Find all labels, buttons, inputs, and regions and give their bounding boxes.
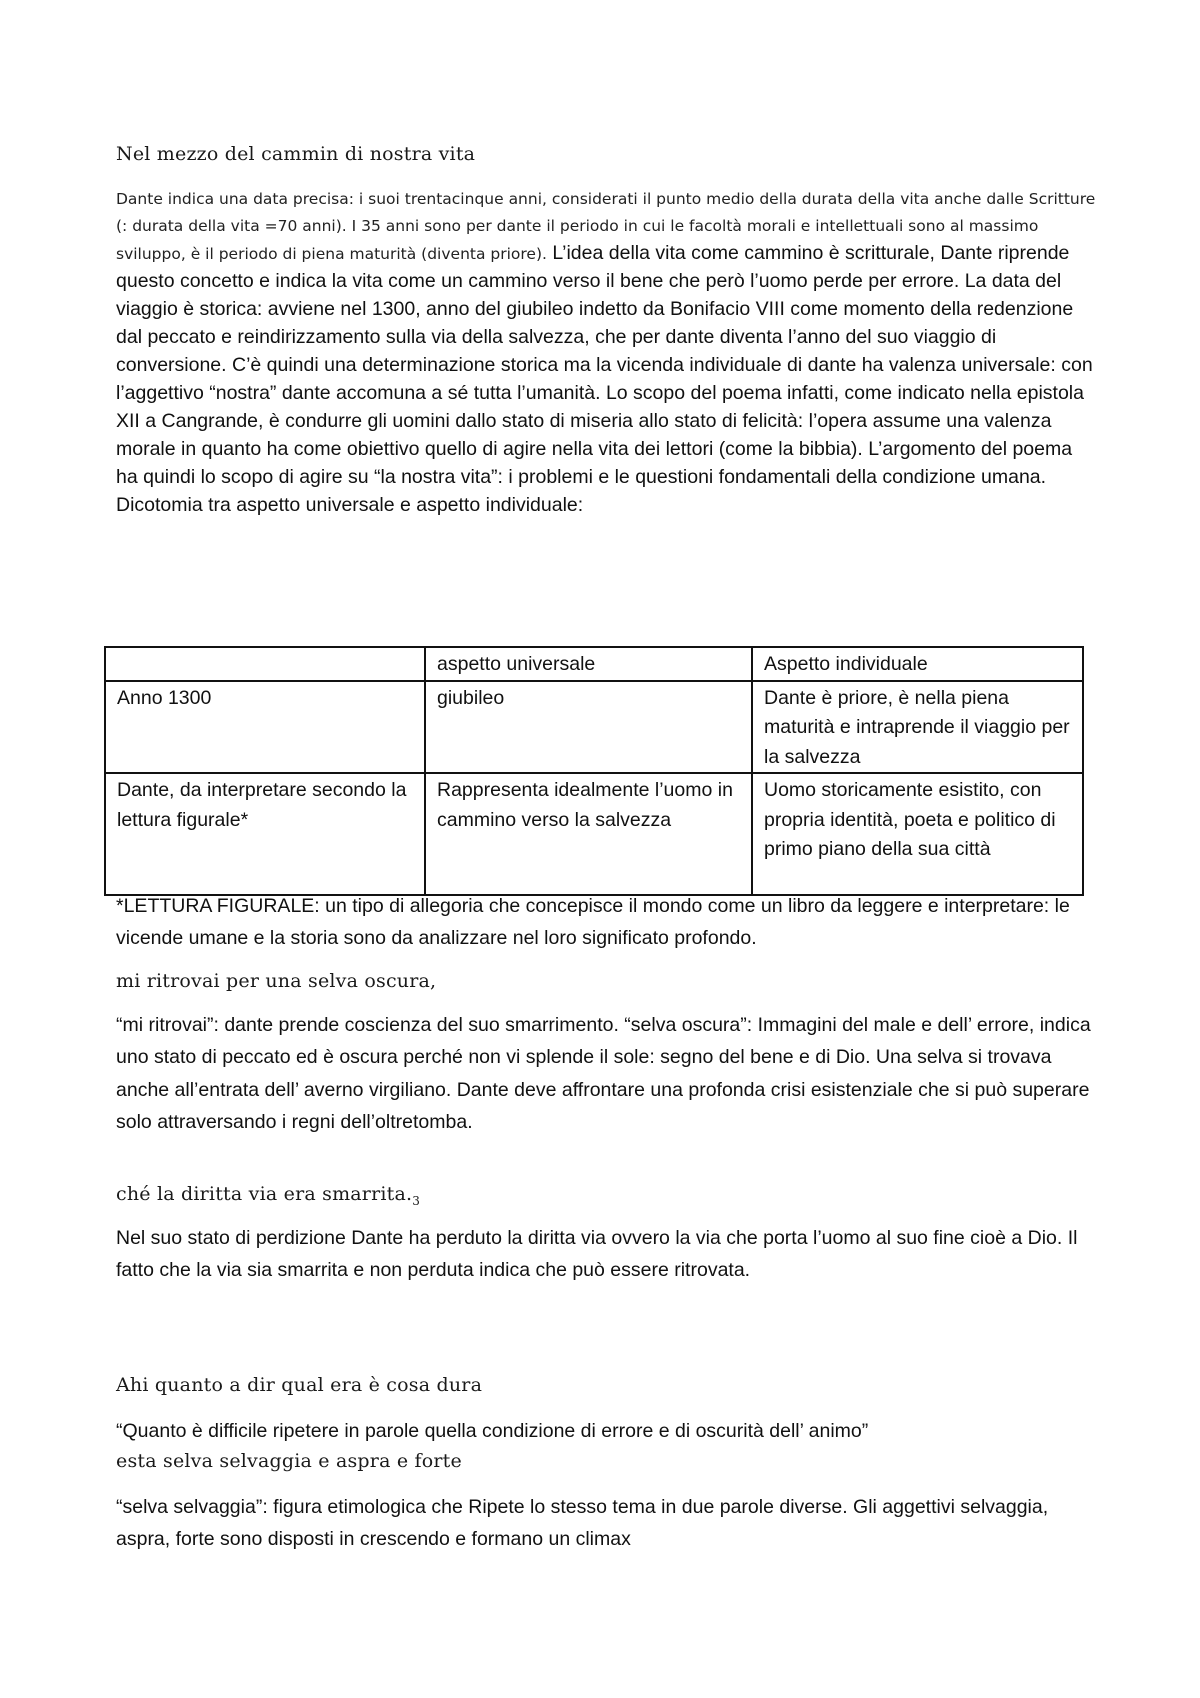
verse-number: 3 xyxy=(412,1193,421,1208)
table-row xyxy=(105,773,1083,895)
table-cell: giubileo xyxy=(425,681,752,774)
table-header-cell: Aspetto individuale xyxy=(752,647,1083,681)
table-cell: Dante, da interpretare secondo la lettura figurale* xyxy=(105,773,425,895)
verse-1: Nel mezzo del cammin di nostra vita xyxy=(116,143,476,165)
paragraph-2: “mi ritrovai”: dante prende coscienza del suo smarrimento. “selva oscura”: Immagini del male e dell’ errore, indica uno stato di peccato ed è oscura perché non vi splende il sole: segno del bene e di Dio. Una selva si trovava anche all’entrata dell’ averno virgiliano. Dante deve affrontare una profonda crisi esistenziale che si può superare solo attraversando i regni dell’oltretomba. xyxy=(116,1014,1091,1133)
verse-5: esta selva selvaggia e aspra e forte xyxy=(116,1450,462,1472)
verse-2: mi ritrovai per una selva oscura, xyxy=(116,970,437,992)
table-cell: Uomo storicamente esistito, con propria identità, poeta e politico di primo piano della sua città xyxy=(752,773,1083,895)
verse-3-text: ché la diritta via era smarrita. xyxy=(116,1183,413,1205)
table-row xyxy=(105,681,1083,774)
table-header-cell: aspetto universale xyxy=(425,647,752,681)
verse-4: Ahi quanto a dir qual era è cosa dura xyxy=(116,1374,483,1396)
paragraph-1-text: L’idea della vita come cammino è scritturale, Dante riprende questo concetto e indica la vita come un cammino verso il bene che però l’uomo perde per errore. La data del viaggio è storica: avviene nel 1300, anno del giubileo indetto da Bonifacio VIII come momento della redenzione dal peccato e reindirizzamento sulla via della salvezza, che per dante diventa l’anno del suo viaggio di conversione. C’è quindi una determinazione storica ma la vicenda individuale di dante ha valenza universale: con l’aggettivo “nostra” dante accomuna a sé tutta l’umanità. Lo scopo del poema infatti, come indicato nella epistola XII a Cangrande, è condurre gli uomini dallo stato di miseria allo stato di felicità: l’opera assume una valenza morale in quanto ha come obiettivo quello di agire nella vita dei lettori (come la bibbia). L’argomento del poema ha quindi lo scopo di agire su “la nostra vita”: i problemi e le questioni fondamentali della condizione umana. Dicotomia tra aspetto universale e aspetto individuale: xyxy=(116,242,1093,516)
aspects-table xyxy=(104,646,1084,896)
paragraph-1-small-text: Dante indica una data precisa: i suoi trentacinque anni, considerati il punto medio della durata della vita anche dalle Scritture (: durata della vita =70 anni). I 35 anni sono per dante il periodo in cui le facoltà morali e intellettuali sono al massimo sviluppo, è il periodo di piena maturità (diventa priore). xyxy=(116,190,1096,263)
table-cell xyxy=(105,647,425,681)
table-cell: Rappresenta idealmente l’uomo in cammino verso la salvezza xyxy=(425,773,752,895)
paragraph-5: “selva selvaggia”: figura etimologica che Ripete lo stesso tema in due parole diverse. Gli aggettivi selvaggia, aspra, forte sono disposti in crescendo e formano un climax xyxy=(116,1496,1049,1551)
verse-3 xyxy=(116,1183,420,1208)
footnote-paragraph: *LETTURA FIGURALE: un tipo di allegoria che concepisce il mondo come un libro da leggere e interpretare: le vicende umane e la storia sono da analizzare nel loro significato profondo. xyxy=(116,895,1070,950)
table-cell: Anno 1300 xyxy=(105,681,425,774)
paragraph-4: “Quanto è difficile ripetere in parole quella condizione di errore e di oscurità dell’ animo” xyxy=(116,1420,869,1442)
paragraph-1 xyxy=(116,186,1096,520)
paragraph-3: Nel suo stato di perdizione Dante ha perduto la diritta via ovvero la via che porta l’uomo al suo fine cioè a Dio. Il fatto che la via sia smarrita e non perduta indica che può essere ritrovata. xyxy=(116,1227,1078,1282)
table-header-row xyxy=(105,647,1083,681)
table-cell: Dante è priore, è nella piena maturità e intraprende il viaggio per la salvezza xyxy=(752,681,1083,774)
